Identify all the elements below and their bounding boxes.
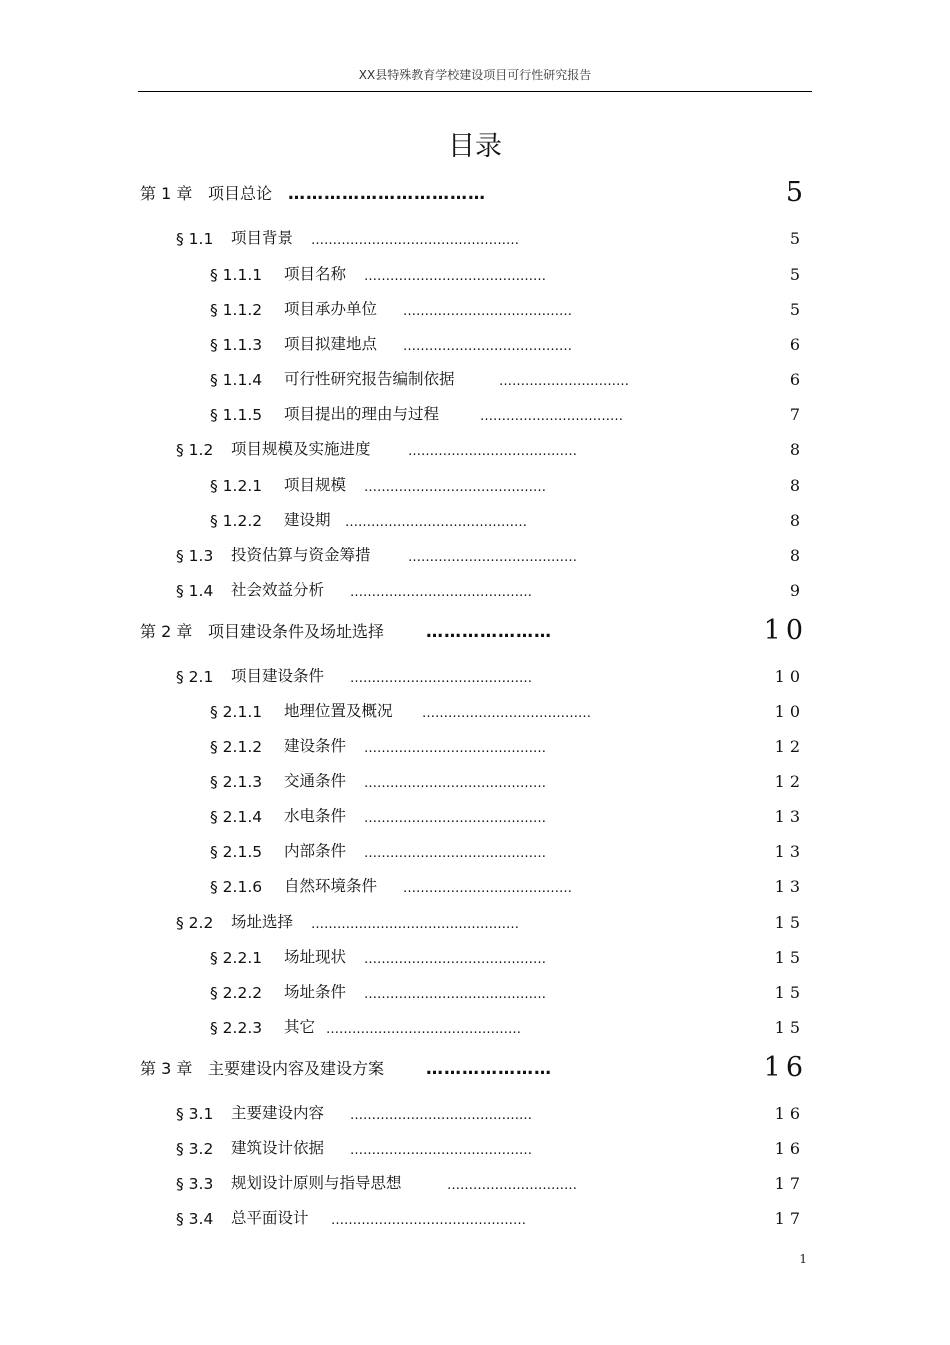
toc-entry-number: § 1.4 [176, 582, 214, 600]
toc-entry-page: 5 [789, 300, 805, 319]
toc-entry-leader: ………………………………… [408, 550, 577, 565]
toc-entry-number: § 2.2.2 [210, 984, 263, 1002]
toc-entry-number: § 3.3 [176, 1175, 214, 1193]
toc-entry-title: 项目承办单位 [284, 300, 378, 318]
toc-entry-page: 6 [789, 370, 805, 389]
toc-entry[interactable] [0, 616, 950, 646]
toc-entry[interactable] [0, 906, 950, 936]
toc-entry-title: 地理位置及概况 [284, 702, 393, 720]
toc-entry-leader: ………………………………………… [311, 917, 519, 932]
toc-entry-page: 7 [789, 405, 805, 424]
toc-entry-page: 15 [774, 913, 805, 932]
toc-entry-title: 可行性研究报告编制依据 [284, 370, 455, 388]
toc-entry-title: 建设条件 [284, 737, 347, 755]
toc-title: 目录 [448, 131, 502, 162]
toc-entry[interactable] [0, 730, 950, 760]
toc-entry-leader: …………………………………… [364, 811, 546, 826]
toc-entry[interactable] [0, 835, 950, 865]
toc-entry[interactable] [0, 363, 950, 393]
toc-entry-number: § 2.2.3 [210, 1019, 263, 1037]
toc-entry-page: 9 [789, 581, 805, 600]
toc-entry[interactable] [0, 870, 950, 900]
toc-entry[interactable] [0, 1011, 950, 1041]
toc-entry-leader: ………………… [426, 1059, 552, 1079]
toc-entry-leader: ………………………………… [403, 881, 572, 896]
toc-entry-leader: …………………………………… [364, 480, 546, 495]
toc-entry-number: § 1.2 [176, 441, 214, 459]
toc-entry-title: 项目建设条件及场址选择 [208, 622, 385, 641]
toc-entry[interactable] [0, 222, 950, 252]
toc-entry-title: 主要建设内容 [231, 1104, 325, 1122]
toc-entry[interactable] [0, 1167, 950, 1197]
toc-entry-page: 16 [763, 1052, 808, 1083]
toc-entry-leader: …………………………………… [364, 741, 546, 756]
toc-entry-page: 5 [789, 265, 805, 284]
toc-entry-number: § 1.1.3 [210, 336, 263, 354]
toc-entry[interactable] [0, 941, 950, 971]
toc-entry[interactable] [0, 1202, 950, 1232]
toc-entry-leader: …………………………………… [345, 515, 527, 530]
toc-entry-leader: …………………………………… [364, 776, 546, 791]
toc-entry-number: § 2.1.3 [210, 773, 263, 791]
toc-entry-title: 建筑设计依据 [231, 1139, 325, 1157]
toc-entry-title: 其它 [284, 1018, 316, 1036]
toc-entry[interactable] [0, 293, 950, 323]
toc-entry-leader: …………………………… [480, 409, 623, 424]
toc-entry-page: 8 [789, 546, 805, 565]
toc-entry-page: 16 [774, 1139, 805, 1158]
toc-entry-leader: …………………………… [288, 184, 486, 204]
toc-entry-page: 10 [774, 667, 805, 686]
toc-entry[interactable] [0, 504, 950, 534]
toc-entry-number: § 1.1.4 [210, 371, 263, 389]
running-header [138, 66, 812, 92]
toc-entry[interactable] [0, 539, 950, 569]
toc-entry-page: 16 [774, 1104, 805, 1123]
toc-entry-leader: ………………………………… [403, 339, 572, 354]
toc-entry[interactable] [0, 258, 950, 288]
toc-entry-title: 场址现状 [284, 948, 347, 966]
toc-entry-page: 13 [774, 807, 805, 826]
toc-entry-leader: …………………………………… [350, 1108, 532, 1123]
toc-entry-leader: ……………………………………… [326, 1022, 521, 1037]
toc-entry[interactable] [0, 574, 950, 604]
toc-entry-leader: ………………………………… [403, 304, 572, 319]
toc-entry-leader: …………………………………… [364, 987, 546, 1002]
toc-entry-number: § 1.2.1 [210, 477, 263, 495]
toc-entry[interactable] [0, 1053, 950, 1083]
toc-entry-number: 第 3 章 [140, 1059, 193, 1078]
toc-entry[interactable] [0, 433, 950, 463]
toc-entry-title: 投资估算与资金筹措 [231, 546, 371, 564]
toc-entry[interactable] [0, 398, 950, 428]
toc-entry-page: 12 [774, 772, 805, 791]
toc-entry-page: 5 [789, 229, 805, 248]
toc-entry-number: § 2.1.2 [210, 738, 263, 756]
toc-entry[interactable] [0, 976, 950, 1006]
toc-entry-leader: ……………………………………… [331, 1213, 526, 1228]
toc-entry-page: 15 [774, 1018, 805, 1037]
toc-entry[interactable] [0, 178, 950, 208]
toc-entry-title: 项目名称 [284, 265, 347, 283]
toc-entry-page: 12 [774, 737, 805, 756]
toc-entry-number: § 2.2 [176, 914, 214, 932]
toc-entry-number: 第 1 章 [140, 184, 193, 203]
toc-entry-number: § 2.1.4 [210, 808, 263, 826]
toc-entry-leader: ………………………………… [408, 444, 577, 459]
toc-entry-title: 主要建设内容及建设方案 [208, 1059, 385, 1078]
toc-entry-title: 自然环境条件 [284, 877, 378, 895]
toc-entry-title: 项目建设条件 [231, 667, 325, 685]
toc-entry-page: 8 [789, 440, 805, 459]
toc-entry-title: 项目拟建地点 [284, 335, 378, 353]
toc-entry[interactable] [0, 1132, 950, 1162]
toc-entry-title: 内部条件 [284, 842, 347, 860]
toc-entry-title: 项目背景 [231, 229, 294, 247]
toc-entry-title: 项目规模及实施进度 [231, 440, 371, 458]
toc-entry-leader: …………………………………… [350, 1143, 532, 1158]
toc-entry-leader: ………………… [426, 622, 552, 642]
running-header-text: XX县特殊教育学校建设项目可行性研究报告 [358, 68, 592, 82]
toc-entry-leader: …………………………………… [364, 846, 546, 861]
toc-entry-page: 10 [763, 615, 808, 646]
toc-entry-title: 总平面设计 [231, 1209, 309, 1227]
toc-entry-page: 17 [774, 1209, 805, 1228]
toc-entry-number: § 2.2.1 [210, 949, 263, 967]
toc-entry-title: 项目规模 [284, 476, 347, 494]
page-number: 1 [799, 1252, 807, 1266]
toc-entry-number: § 1.1.2 [210, 301, 263, 319]
toc-entry-title: 场址选择 [231, 913, 294, 931]
toc-entry[interactable] [0, 1097, 950, 1127]
toc-entry-page: 5 [785, 177, 808, 208]
toc-entry-leader: ………………………… [447, 1178, 577, 1193]
toc-entry-leader: ………………………………………… [311, 233, 519, 248]
toc-entry-number: § 3.4 [176, 1210, 214, 1228]
toc-entry-page: 17 [774, 1174, 805, 1193]
toc-entry-number: § 2.1.6 [210, 878, 263, 896]
toc-entry-title: 社会效益分析 [231, 581, 325, 599]
toc-entry-leader: ………………………………… [422, 706, 591, 721]
toc-entry-page: 8 [789, 476, 805, 495]
toc-entry-title: 规划设计原则与指导思想 [231, 1174, 402, 1192]
toc-entry-number: 第 2 章 [140, 622, 193, 641]
toc-entry-page: 15 [774, 948, 805, 967]
toc-entry[interactable] [0, 660, 950, 690]
toc-entry-page: 13 [774, 842, 805, 861]
toc-entry-number: § 1.1.1 [210, 266, 263, 284]
toc-entry-number: § 3.1 [176, 1105, 214, 1123]
toc-entry-title: 项目总论 [208, 184, 273, 203]
toc-entry-page: 6 [789, 335, 805, 354]
toc-entry-title: 交通条件 [284, 772, 347, 790]
toc-entry-title: 场址条件 [284, 983, 347, 1001]
toc-entry[interactable] [0, 328, 950, 358]
toc-entry-page: 13 [774, 877, 805, 896]
toc-entry-number: § 2.1.1 [210, 703, 263, 721]
toc-entry[interactable] [0, 695, 950, 725]
toc-entry-leader: ………………………… [499, 374, 629, 389]
toc-entry-page: 10 [774, 702, 805, 721]
toc-entry-number: § 2.1.5 [210, 843, 263, 861]
toc-entry[interactable] [0, 469, 950, 499]
toc-entry-number: § 1.1.5 [210, 406, 263, 424]
toc-entry-page: 15 [774, 983, 805, 1002]
toc-entry-leader: …………………………………… [350, 585, 532, 600]
toc-entry-number: § 1.3 [176, 547, 214, 565]
toc-entry-number: § 1.1 [176, 230, 214, 248]
toc-entry-number: § 1.2.2 [210, 512, 263, 530]
toc-entry-leader: …………………………………… [350, 671, 532, 686]
toc-entry-title: 水电条件 [284, 807, 347, 825]
toc-entry[interactable] [0, 800, 950, 830]
toc-entry-title: 建设期 [284, 511, 331, 529]
toc-entry[interactable] [0, 765, 950, 795]
toc-entry-number: § 3.2 [176, 1140, 214, 1158]
toc-entry-title: 项目提出的理由与过程 [284, 405, 440, 423]
toc-entry-leader: …………………………………… [364, 952, 546, 967]
toc-entry-leader: …………………………………… [364, 269, 546, 284]
toc-entry-page: 8 [789, 511, 805, 530]
toc-entry-number: § 2.1 [176, 668, 214, 686]
